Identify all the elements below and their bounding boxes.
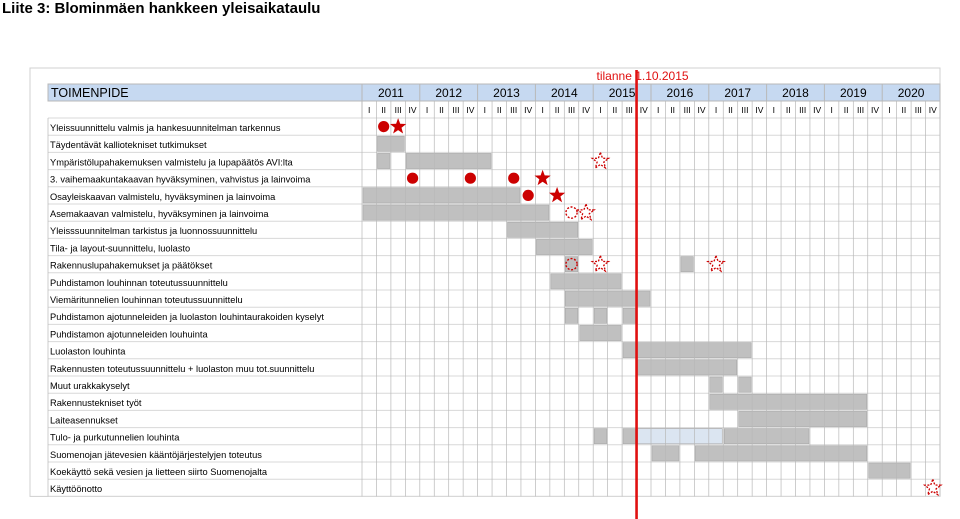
task-bar — [869, 463, 910, 478]
quarter-label: I — [830, 105, 833, 115]
task-label: Rakennustekniset työt — [50, 398, 142, 409]
task-bar — [551, 274, 621, 289]
task-label: Rakennuslupahakemukset ja päätökset — [50, 260, 213, 271]
milestone-star — [549, 187, 565, 202]
quarter-label: II — [901, 105, 907, 115]
quarter-label: II — [612, 105, 618, 115]
year-label: 2015 — [608, 86, 636, 100]
task-label: Koekäyttö sekä vesien ja lietteen siirto Suomenojalta — [50, 467, 268, 477]
milestone-star — [390, 118, 406, 133]
quarter-label: II — [554, 105, 560, 115]
quarter-label: I — [888, 105, 891, 115]
task-label: Puhdistamon ajotunneleiden louhuinta — [50, 329, 208, 340]
task-label: Puhdistamon ajotunneleiden ja luolaston louhintaurakoiden kyselyt — [50, 312, 324, 323]
task-bar — [739, 411, 867, 426]
quarter-label: III — [452, 105, 460, 115]
task-label: Täydentävät kalliotekniset tutkimukset — [50, 140, 207, 151]
milestone-dot — [407, 173, 418, 184]
year-label: 2011 — [377, 86, 404, 100]
task-bar — [710, 394, 867, 409]
milestone-star — [535, 170, 551, 185]
quarter-label: III — [625, 105, 633, 115]
task-label: Osayleiskaavan valmistelu, hyväksyminen ja lainvoima — [50, 191, 276, 202]
quarter-label: III — [799, 105, 807, 115]
quarter-label: III — [741, 105, 749, 115]
task-bar — [377, 153, 389, 168]
year-label: 2019 — [839, 86, 867, 100]
milestone-star-planned — [578, 204, 594, 219]
task-bar — [710, 377, 722, 392]
quarter-label: II — [496, 105, 502, 115]
task-bar — [623, 429, 635, 444]
task-bar — [623, 308, 635, 323]
page-title: Liite 3: Blominmäen hankkeen yleisaikataulu — [2, 0, 321, 17]
task-bar — [565, 308, 577, 323]
quarter-label: III — [683, 105, 691, 115]
quarter-label: I — [772, 105, 776, 115]
quarter-label: III — [914, 105, 922, 115]
status-date-label: tilanne 1.10.2015 — [596, 69, 689, 83]
quarter-label: IV — [755, 105, 764, 115]
quarter-label: II — [785, 105, 791, 115]
quarter-label: I — [425, 105, 429, 115]
year-label: 2016 — [666, 86, 694, 100]
task-label: Asemakaavan valmistelu, hyväksyminen ja lainvoima — [50, 209, 269, 219]
task-label: Yleissuunnittelu valmis ja hankesuunnitelman tarkennus — [50, 123, 281, 133]
quarter-label: II — [728, 105, 733, 115]
task-label: Tila- ja layout-suunnittelu, luolasto — [50, 243, 191, 254]
quarter-label: II — [843, 105, 849, 115]
quarter-label: IV — [581, 105, 590, 115]
milestone-dot — [508, 173, 519, 184]
task-label: Puhdistamon louhinnan toteutussuunnittelu — [50, 277, 228, 288]
task-bar — [681, 257, 693, 272]
quarter-label: I — [599, 105, 602, 115]
task-label: Rakennusten toteutussuunnittelu + luolaston muu tot.suunnittelu — [50, 363, 315, 374]
task-label: Suomenojan jätevesien kääntöjärjestelyjen toteutus — [50, 449, 262, 460]
task-label: Muut urakkakyselyt — [50, 381, 130, 391]
quarter-label: IV — [408, 105, 417, 115]
quarter-label: I — [541, 105, 544, 115]
quarter-label: II — [381, 105, 387, 115]
milestone-star-planned — [592, 153, 608, 168]
task-label: Tulo- ja purkutunnelien louhinta — [50, 432, 180, 443]
task-bar — [580, 325, 621, 340]
quarter-label: III — [394, 105, 402, 115]
quarter-label: IV — [813, 105, 822, 115]
quarter-label: IV — [870, 105, 879, 115]
task-bar — [594, 429, 606, 444]
quarter-label: III — [856, 105, 865, 115]
quarter-label: IV — [928, 105, 937, 115]
task-bar — [623, 343, 751, 358]
header-label: TOIMENPIDE — [51, 86, 129, 100]
task-label: Luolaston louhinta — [50, 346, 126, 357]
quarter-label: IV — [524, 105, 533, 115]
quarter-label: II — [670, 105, 676, 115]
quarter-label: III — [567, 105, 576, 115]
task-bar — [363, 188, 520, 203]
milestone-star-planned — [925, 479, 941, 494]
milestone-star-planned — [592, 256, 608, 271]
quarter-label: III — [510, 105, 518, 115]
task-label: Laiteasennukset — [50, 415, 118, 426]
quarter-label: IV — [639, 105, 648, 115]
quarter-label: I — [483, 105, 487, 115]
task-bar — [594, 308, 606, 323]
task-bar — [508, 222, 578, 237]
quarter-label: IV — [697, 105, 706, 115]
quarter-label: II — [439, 105, 444, 115]
year-label: 2012 — [435, 86, 463, 100]
milestone-dot — [378, 121, 389, 132]
quarter-label: I — [368, 105, 371, 115]
year-label: 2013 — [493, 86, 520, 100]
milestone-star-planned — [708, 256, 724, 271]
quarter-label: I — [714, 105, 718, 115]
year-label: 2014 — [550, 86, 578, 100]
task-bar — [739, 377, 751, 392]
quarter-label: IV — [466, 105, 475, 115]
task-label: Käyttöönotto — [50, 484, 103, 495]
milestone-dot — [523, 190, 534, 201]
milestone-dot — [465, 173, 476, 184]
task-bar — [638, 360, 737, 375]
year-label: 2018 — [782, 86, 809, 100]
year-label: 2017 — [724, 86, 752, 100]
year-label: 2020 — [897, 86, 925, 100]
task-label: 3. vaihemaakuntakaavan hyväksyminen, vahvistus ja lainvoima — [50, 174, 311, 185]
task-label: Ympäristölupahakemuksen valmistelu ja lupapäätös AVI:lta — [50, 157, 293, 168]
milestone-dot-planned — [566, 207, 577, 218]
quarter-label: I — [657, 105, 660, 115]
task-label: Yleisssuunnitelman tarkistus ja luonnossuunnittelu — [50, 226, 258, 237]
task-label: Viemäritunnelien louhinnan toteutussuunnittelu — [50, 295, 243, 305]
